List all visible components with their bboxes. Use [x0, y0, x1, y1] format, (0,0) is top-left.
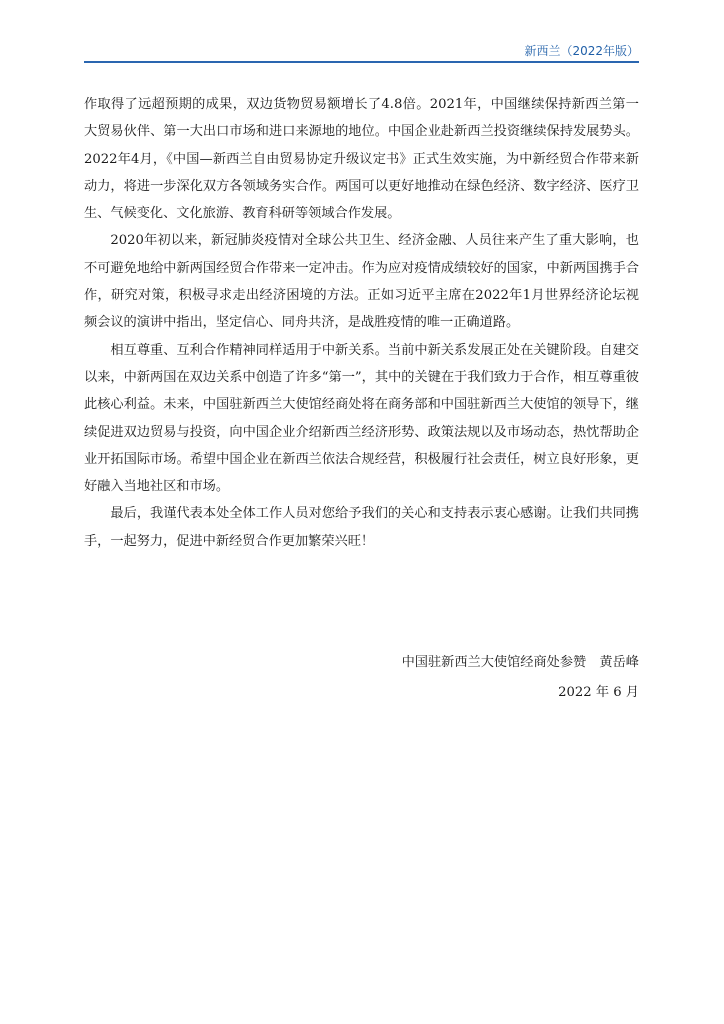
- signature-block: [402, 648, 639, 708]
- signature-date: 2022 年 6 月: [558, 685, 639, 700]
- header-rule: [84, 61, 639, 63]
- signature-author: 中国驻新西兰大使馆经商处参赞 黄岳峰: [401, 655, 639, 670]
- running-header: [84, 42, 639, 64]
- header-title: 新西兰（2022年版）: [524, 44, 639, 58]
- paragraph-mutual-respect: 相互尊重、互利合作精神同样适用于中新关系。当前中新关系发展正处在关键阶段。自建交以来，中新两国在双边关系中创造了许多“第一”，其中的关键在于我们致力于合作，相互尊重彼此核心利益。未来，中国驻新西兰大使馆经商处将在商务部和中国驻新西兰大使馆的领导下，继续促进双边贸易与投资，向中国企业介绍新西兰经济形势、政策法规以及市场动态，热忱帮助企业开拓国际市场。希望中国企业在新西兰依法合规经营，积极履行社会责任，树立良好形象，更好融入当地社区和市场。: [84, 342, 639, 495]
- paragraph-closing: 最后，我谨代表本处全体工作人员对您给予我们的关心和支持表示衷心感谢。让我们共同携手，一起努力，促进中新经贸合作更加繁荣兴旺！: [84, 506, 639, 549]
- paragraph-covid-impact: 2020年初以来，新冠肺炎疫情对全球公共卫生、经济金融、人员往来产生了重大影响，也不可避免地给中新两国经贸合作带来一定冲击。作为应对疫情成绩较好的国家，中新两国携手合作，研究对策，积极寻求走出经济困境的方法。正如习近平主席在2022年1月世界经济论坛视频会议的演讲中指出，坚定信心、同舟共济，是战胜疫情的唯一正确道路。: [84, 233, 639, 331]
- body-text: [84, 91, 639, 555]
- paragraph-continued: 作取得了远超预期的成果，双边货物贸易额增长了4.8倍。2021年，中国继续保持新西兰第一大贸易伙伴、第一大出口市场和进口来源地的地位。中国企业赴新西兰投资继续保持发展势头。2022年4月，《中国—新西兰自由贸易协定升级议定书》正式生效实施，为中新经贸合作带来新动力，将进一步深化双方各领域务实合作。两国可以更好地推动在绿色经济、数字经济、医疗卫生、气候变化、文化旅游、教育科研等领域合作发展。: [84, 97, 639, 222]
